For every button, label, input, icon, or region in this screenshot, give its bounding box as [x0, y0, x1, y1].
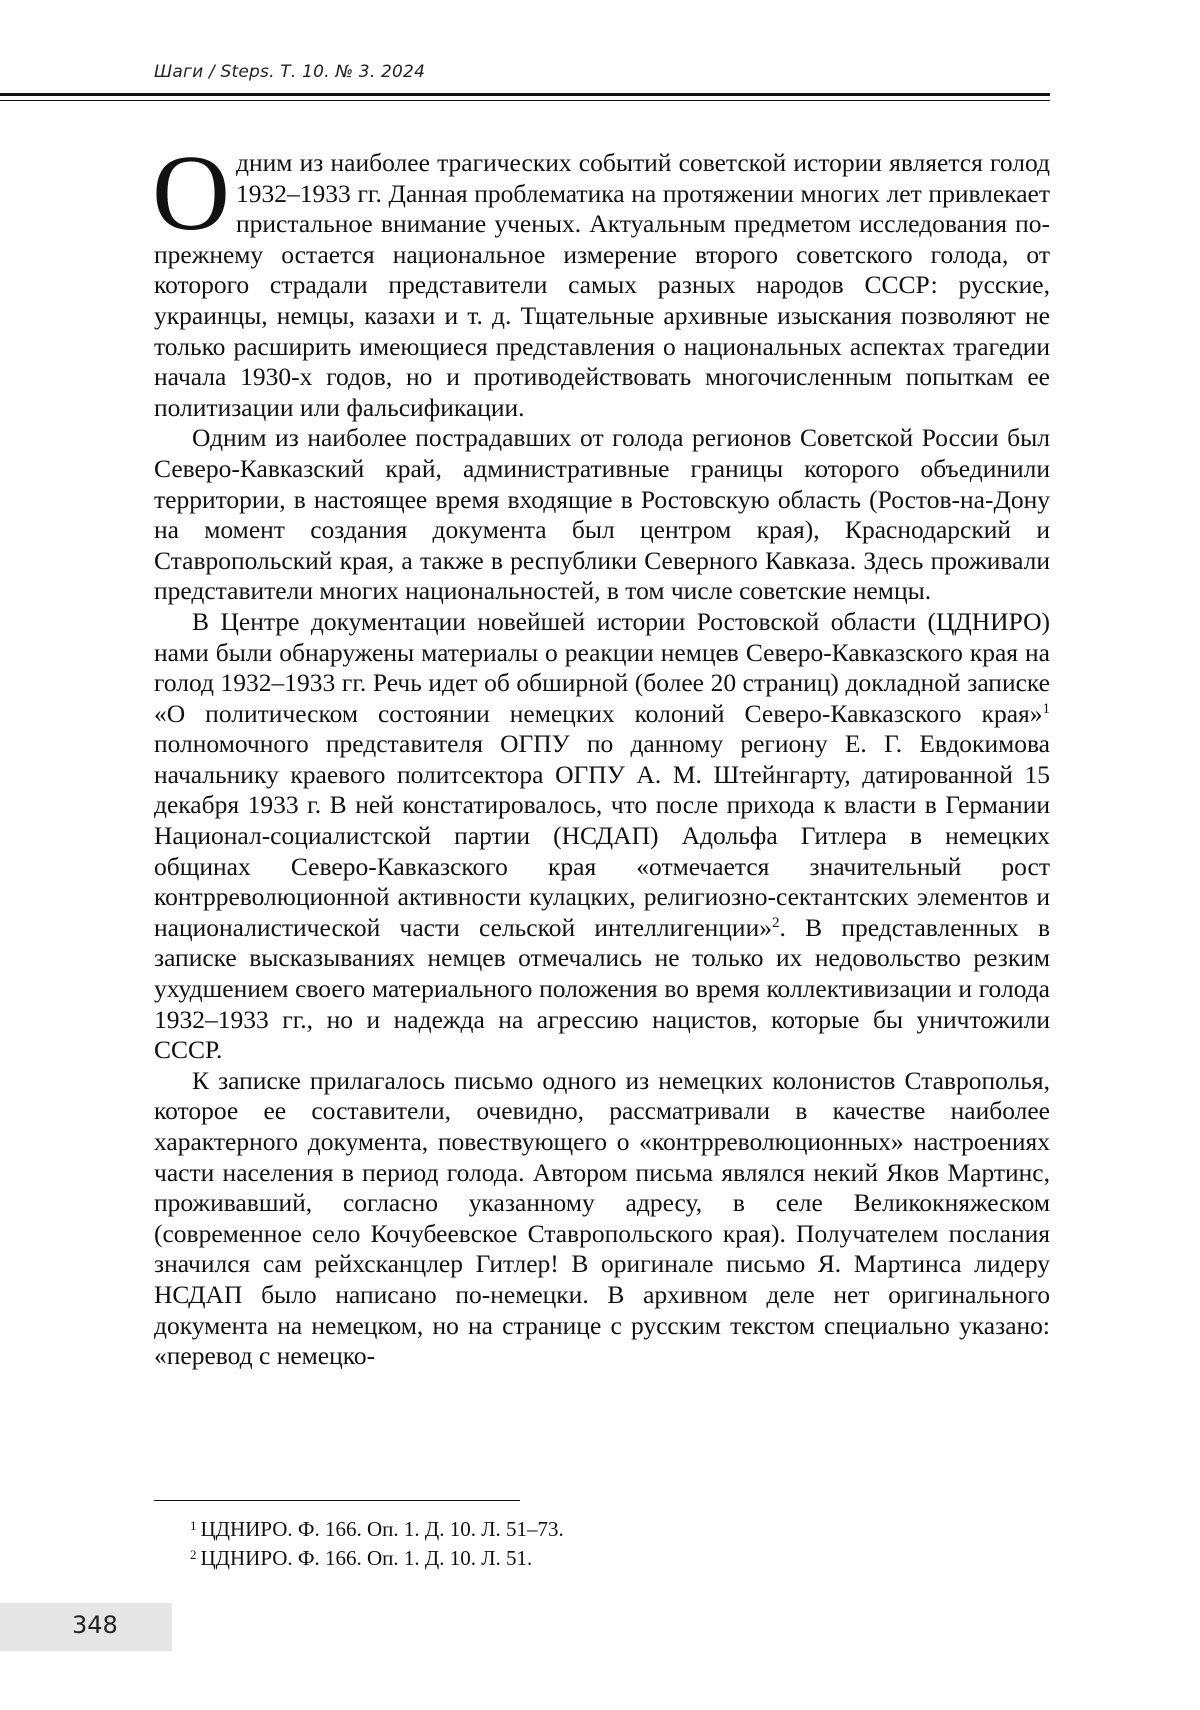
footnote-ref-2[interactable]: 2 [771, 914, 780, 931]
footnote-2-text: ЦДНИРО. Ф. 166. Оп. 1. Д. 10. Л. 51. [200, 1546, 533, 1570]
footnote-2-mark: 2 [190, 1547, 197, 1562]
paragraph-4: К записке прилагалось письмо одного из немецких колонистов Ставрополья, которое ее составители, очевидно, рассматривали в качестве наиболее характерного документа, повествующего о «контрреволюционных» настроениях части населения в период голода. Автором письма являлся некий Яков Мартинс, проживавший, согласно указанному адресу, в селе Великокняжеском (современное село Кочубеевское Ставропольского края). Получателем послания значился сам рейхсканцлер Гитлер! В оригинале письмо Я. Мартинса лидеру НСДАП было написано по-немецки. В архивном деле нет оригинального документа на немецком, но на странице с русским текстом специально указано: «перевод с немецко- [154, 1065, 1050, 1371]
paragraph-1 [152, 134, 1050, 423]
footnote-2 [190, 1542, 564, 1571]
paragraph-3 [154, 607, 1050, 1066]
header-rule-thick [0, 93, 1050, 96]
paragraph-3-text-c: . В представленных в записке высказываниях немцев отмечались не только их недовольство резким ухудшением своего материального положения во время коллективизации и голода 1932–1933 гг., но и надежда на агрессию нацистов, которые бы уничтожили СССР. [154, 912, 1050, 1065]
running-head: Шаги / Steps. Т. 10. № 3. 2024 [154, 62, 426, 82]
footnote-1-text: ЦДНИРО. Ф. 166. Оп. 1. Д. 10. Л. 51–73. [200, 1517, 564, 1541]
main-text [152, 134, 1050, 1372]
footnote-rule [154, 1500, 520, 1501]
paragraph-2: Одним из наиболее пострадавших от голода регионов Советской России был Северо-Кавказский край, административные границы которого объединили территории, в настоящее время входящие в Ростовскую область (Ростов-на-Дону на момент создания документа был центром края), Краснодарский и Ставропольский края, а также в республики Северного Кавказа. Здесь проживали представители многих национальностей, в том числе советские немцы. [154, 423, 1050, 606]
footnote-ref-1[interactable]: 1 [1042, 700, 1050, 717]
header-rule-thin [0, 100, 1050, 101]
page-number: 348 [72, 1611, 118, 1639]
drop-cap: О [152, 134, 230, 253]
paragraph-1-text: дним из наиболее трагических событий советской истории является голод 1932–1933 гг. Данная проблематика на протяжении многих лет привлекает пристальное внимание ученых. Актуальным предметом исследования по-прежнему остается национальное измерение второго советского голода, от которого страдали представители самых разных народов СССР: русские, украинцы, немцы, казахи и т. д. Тщательные архивные изыскания позволяют не только расширить имеющиеся представления о национальных аспектах трагедии начала 1930-х годов, но и противодействовать многочисленным попыткам ее политизации или фальсификации. [154, 148, 1050, 422]
paragraph-3-text-a: В Центре документации новейшей истории Ростовской области (ЦДНИРО) нами были обнаружены материалы о реакции немцев Северо-Кавказского края на голод 1932–1933 гг. Речь идет об обширной (более 20 страниц) докладной записке «О политическом состоянии немецких колоний Северо-Кавказского края» [154, 606, 1050, 728]
footnote-1 [190, 1513, 564, 1542]
paragraph-3-text-b: полномочного представителя ОГПУ по данному региону Е. Г. Евдокимова начальнику краевого политсектора ОГПУ А. М. Штейнгарту, датированной 15 декабря 1933 г. В ней констатировалось, что после прихода к власти в Германии Национал-социалистской партии (НСДАП) Адольфа Гитлера в немецких общинах Северо-Кавказского края «отмечается значительный рост контрреволюционной активности кулацких, религиозно-сектантских элементов и националистической части сельской интеллигенции» [154, 729, 1050, 942]
footnote-1-mark: 1 [190, 1518, 197, 1533]
footnotes [190, 1513, 564, 1571]
